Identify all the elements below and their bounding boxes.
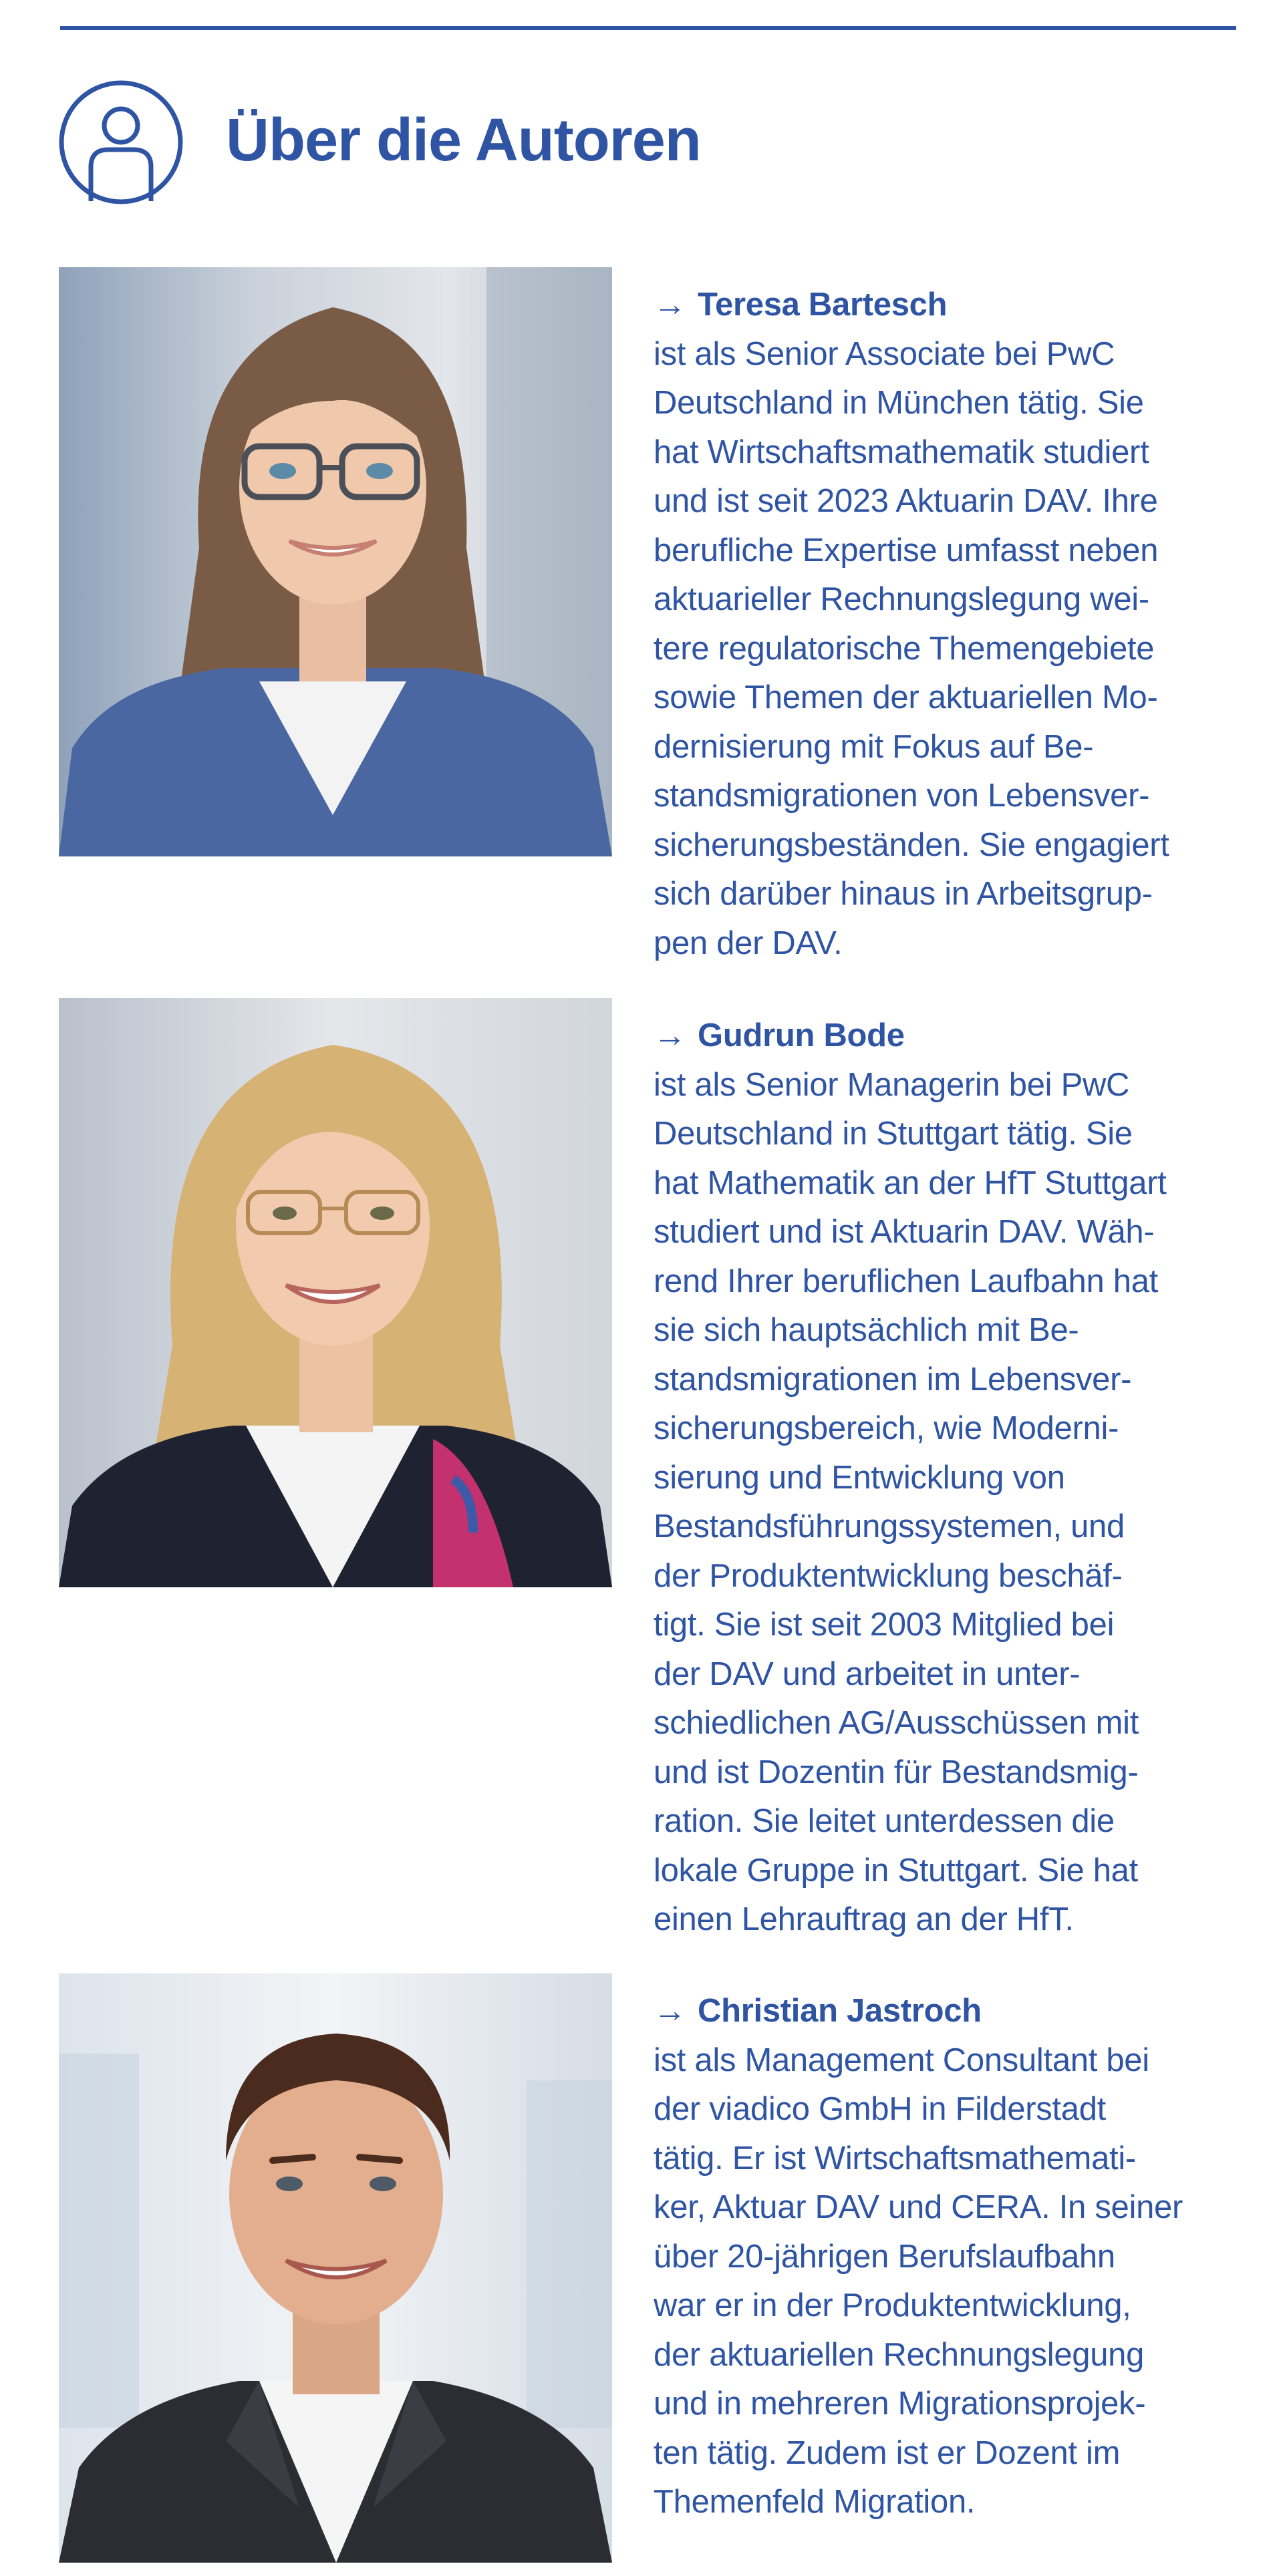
bio-line: sicherungsbeständen. Sie engagiert bbox=[654, 826, 1169, 863]
author-bio-gudrun-bode bbox=[654, 1011, 1255, 1945]
bio-line: Themenfeld Migration. bbox=[654, 2484, 976, 2520]
author-photo-christian-jastroch bbox=[59, 1973, 612, 2563]
bio-line: der DAV und arbeitet in unter- bbox=[654, 1655, 1081, 1692]
bio-line: sich darüber hinaus in Arbeitsgrup- bbox=[654, 876, 1153, 912]
page-title: Über die Autoren bbox=[226, 107, 701, 174]
bio-line: und in mehreren Migrationsprojek- bbox=[654, 2386, 1146, 2422]
bio-line: sierung und Entwicklung von bbox=[654, 1459, 1065, 1496]
bio-line: sicherungsbereich, wie Moderni- bbox=[654, 1410, 1119, 1446]
bio-line: einen Lehrauftrag an der HfT. bbox=[654, 1901, 1074, 1937]
bio-line: standsmigrationen von Lebensver- bbox=[654, 778, 1150, 814]
author-name: → Gudrun Bode bbox=[654, 1017, 905, 1054]
bio-line: rend Ihrer beruflichen Laufbahn hat bbox=[654, 1263, 1158, 1299]
author-bio-teresa-bartesch bbox=[654, 281, 1255, 968]
bio-line: lokale Gruppe in Stuttgart. Sie hat bbox=[654, 1852, 1138, 1889]
author-name: → Teresa Bartesch bbox=[654, 287, 948, 323]
bio-line: hat Wirtschaftsmathematik studiert bbox=[654, 434, 1149, 470]
bio-line: Bestandsführungssystemen, und bbox=[654, 1508, 1125, 1545]
bio-line: tätig. Er ist Wirtschaftsmathemati- bbox=[654, 2140, 1136, 2177]
top-divider bbox=[60, 26, 1236, 30]
bio-line: der Produktentwicklung beschäf- bbox=[654, 1557, 1123, 1594]
bio-line: studiert und ist Aktuarin DAV. Wäh- bbox=[654, 1214, 1155, 1250]
bio-line: war er in der Produktentwicklung, bbox=[654, 2287, 1131, 2323]
bio-line: ist als Senior Associate bei PwC bbox=[654, 335, 1115, 372]
bio-line: über 20-jährigen Berufslaufbahn bbox=[654, 2238, 1115, 2275]
bio-line: berufliche Expertise umfasst neben bbox=[654, 532, 1159, 569]
bio-line: aktuarieller Rechnungslegung wei- bbox=[654, 581, 1149, 617]
bio-line: tigt. Sie ist seit 2003 Mitglied bei bbox=[654, 1607, 1115, 1643]
author-name: → Christian Jastroch bbox=[654, 1993, 982, 2029]
bio-line: schiedlichen AG/Ausschüssen mit bbox=[654, 1705, 1139, 1741]
bio-line: und ist seit 2023 Aktuarin DAV. Ihre bbox=[654, 483, 1158, 519]
bio-line: ten tätig. Zudem ist er Dozent im bbox=[654, 2434, 1121, 2471]
bio-line: tere regulatorische Themengebiete bbox=[654, 630, 1155, 667]
bio-line: Deutschland in Stuttgart tätig. Sie bbox=[654, 1116, 1133, 1152]
bio-line: sowie Themen der aktuariellen Mo- bbox=[654, 679, 1158, 715]
bio-line: der viadico GmbH in Filderstadt bbox=[654, 2091, 1106, 2127]
bio-line: sie sich hauptsächlich mit Be- bbox=[654, 1312, 1079, 1348]
bio-line: hat Mathematik an der HfT Stuttgart bbox=[654, 1164, 1167, 1201]
bio-line: pen der DAV. bbox=[654, 925, 843, 961]
arrow-right-icon: → bbox=[654, 1017, 686, 1054]
author-photo-gudrun-bode bbox=[59, 998, 612, 1587]
bio-line: ist als Management Consultant bei bbox=[654, 2042, 1149, 2078]
bio-line: ker, Aktuar DAV und CERA. In seiner bbox=[654, 2189, 1183, 2225]
bio-line: und ist Dozentin für Bestandsmig- bbox=[654, 1754, 1139, 1790]
user-profile-icon bbox=[57, 79, 184, 206]
bio-line: ist als Senior Managerin bei PwC bbox=[654, 1066, 1130, 1103]
bio-line: dernisierung mit Fokus auf Be- bbox=[654, 728, 1094, 765]
bio-line: der aktuariellen Rechnungslegung bbox=[654, 2336, 1145, 2373]
arrow-right-icon: → bbox=[654, 1993, 686, 2029]
author-photo-teresa-bartesch bbox=[59, 267, 612, 856]
bio-line: Deutschland in München tätig. Sie bbox=[654, 385, 1144, 421]
arrow-right-icon: → bbox=[654, 287, 686, 323]
bio-line: ration. Sie leitet unterdessen die bbox=[654, 1803, 1115, 1839]
author-bio-christian-jastroch bbox=[654, 1987, 1255, 2527]
bio-line: standsmigrationen im Lebensver- bbox=[654, 1361, 1132, 1398]
